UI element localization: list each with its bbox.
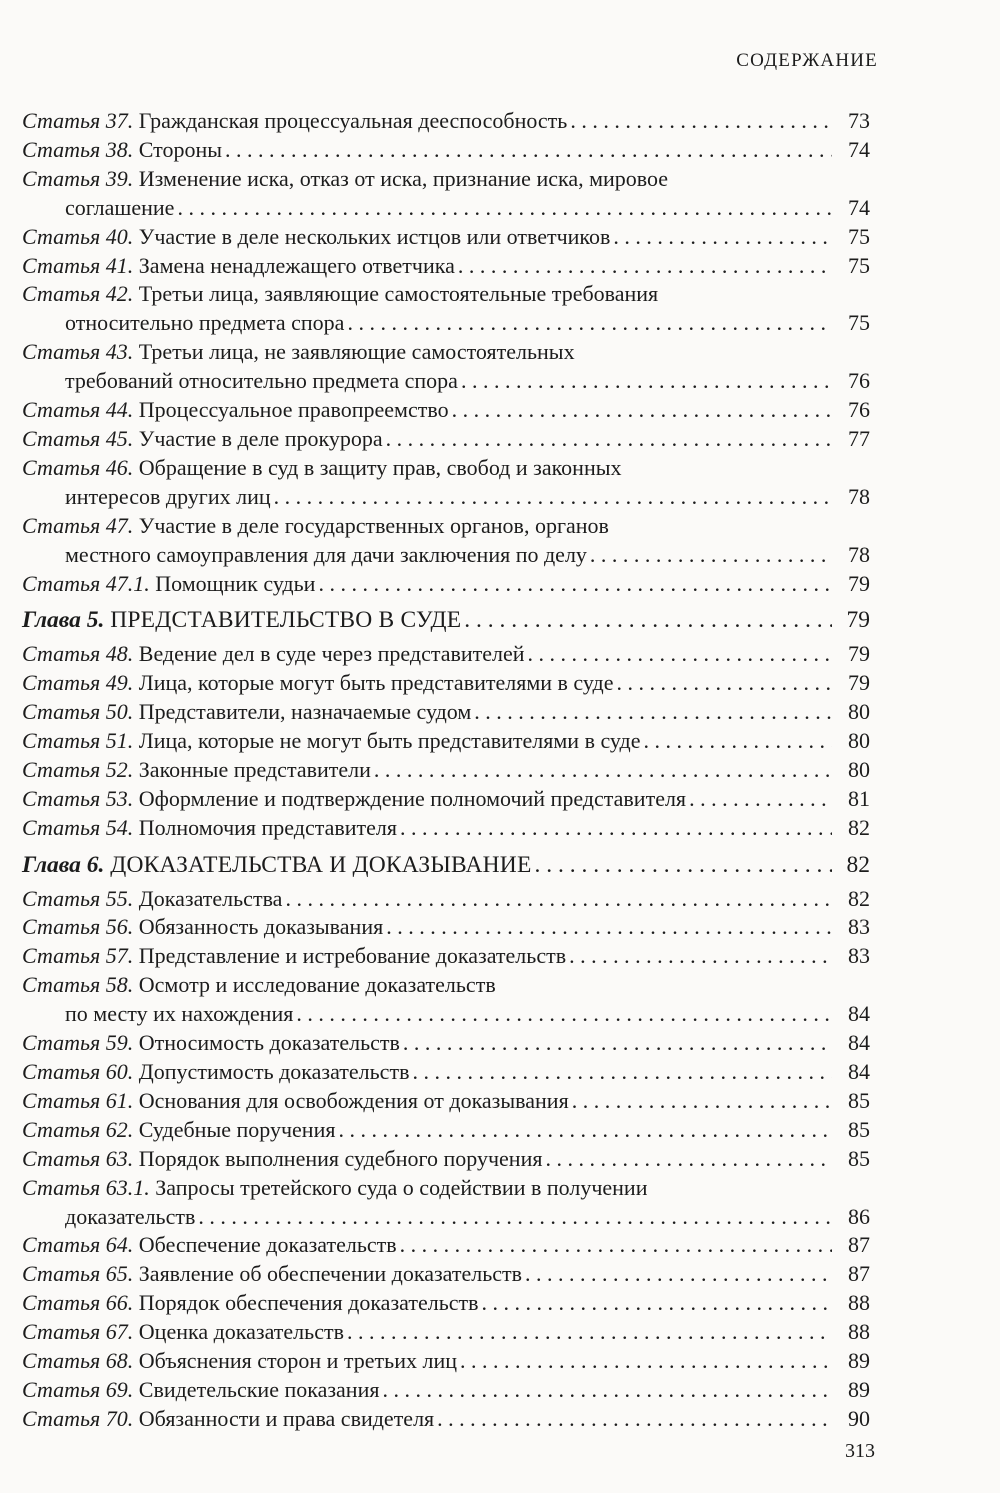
dot-leader	[613, 223, 832, 252]
article-label: Статья 61.	[22, 1087, 134, 1113]
toc-line	[22, 107, 870, 136]
toc-entry-text	[65, 309, 344, 338]
entry-title: Замена ненадлежащего ответчика	[138, 252, 455, 278]
toc-line	[22, 541, 870, 570]
article-label: Статья 63.1.	[22, 1174, 150, 1200]
article-label: Статья 51.	[22, 728, 134, 754]
toc-article	[22, 107, 870, 136]
dot-leader	[452, 396, 832, 425]
page-ref: 79	[848, 570, 870, 596]
toc-entry-text	[65, 1000, 293, 1029]
dot-leader	[386, 913, 832, 942]
toc-line	[22, 367, 870, 396]
chapter-label: Глава 6.	[22, 851, 105, 878]
entry-title: по месту их нахождения	[65, 1001, 294, 1027]
toc-article	[22, 698, 870, 727]
toc-article	[22, 814, 870, 843]
entry-title: ПРЕДСТАВИТЕЛЬСТВО В СУДЕ	[110, 607, 462, 634]
entry-title: Обращение в суд в защиту прав, свобод и законных	[138, 454, 622, 480]
toc-line	[22, 1145, 870, 1174]
toc-line	[22, 727, 870, 756]
toc-entry-text	[65, 541, 587, 570]
toc-line	[22, 851, 870, 880]
toc-article	[22, 396, 870, 425]
toc-line	[22, 640, 870, 669]
toc-line	[22, 425, 870, 454]
toc-entry-text	[22, 1231, 397, 1260]
toc-entry-text	[22, 814, 397, 843]
toc-article	[22, 280, 870, 338]
toc-entry-text	[22, 1318, 344, 1347]
dot-leader	[403, 1029, 832, 1058]
dot-leader	[225, 136, 832, 165]
article-label: Статья 41.	[22, 252, 134, 278]
article-label: Статья 53.	[22, 785, 134, 811]
toc-article	[22, 1347, 870, 1376]
dot-leader	[525, 1260, 832, 1289]
toc-entry-text	[22, 971, 496, 1000]
article-label: Статья 44.	[22, 397, 134, 423]
entry-title: соглашение	[65, 194, 175, 220]
dot-leader	[285, 885, 832, 914]
toc-entry-text	[22, 570, 315, 599]
toc-line	[22, 606, 870, 635]
toc-line	[22, 223, 870, 252]
entry-title: Процессуальное правопреемство	[138, 397, 449, 423]
toc-entry-text	[22, 851, 532, 880]
article-label: Статья 37.	[22, 108, 134, 133]
dot-leader	[572, 1087, 832, 1116]
page-ref: 75	[848, 252, 870, 278]
dot-leader	[689, 785, 832, 814]
toc-article	[22, 165, 870, 223]
toc-line	[22, 1318, 870, 1347]
article-label: Статья 46.	[22, 454, 134, 480]
article-label: Статья 59.	[22, 1030, 134, 1056]
page-ref: 80	[848, 756, 870, 782]
page-ref: 81	[848, 785, 870, 811]
toc-article	[22, 1289, 870, 1318]
dot-leader	[412, 1058, 832, 1087]
toc-entry-text	[22, 606, 461, 635]
page-ref: 80	[848, 699, 870, 725]
entry-title: Доказательства	[138, 885, 283, 911]
entry-title: Объяснения сторон и третьих лиц	[138, 1348, 458, 1374]
page-ref: 84	[848, 1030, 870, 1056]
dot-leader	[616, 669, 832, 698]
page-ref: 82	[846, 851, 870, 878]
page-ref: 74	[848, 194, 870, 220]
page-ref: 85	[848, 1087, 870, 1113]
toc-entry-text	[22, 942, 566, 971]
page-ref: 84	[848, 1001, 870, 1027]
toc-entry-text	[22, 1376, 379, 1405]
article-label: Статья 65.	[22, 1261, 134, 1287]
page-ref: 83	[848, 943, 870, 969]
toc-article	[22, 1029, 870, 1058]
page-ref: 83	[848, 914, 870, 940]
toc-entry-text	[22, 454, 622, 483]
entry-title: Оформление и подтверждение полномочий представителя	[138, 785, 687, 811]
entry-title: требований относительно предмета спора	[65, 368, 458, 394]
toc-entry-text	[65, 367, 458, 396]
article-label: Статья 54.	[22, 814, 134, 840]
entry-title: Осмотр и исследование доказательств	[138, 972, 496, 998]
toc-entry-text	[22, 1347, 457, 1376]
toc-entry-text	[22, 165, 668, 194]
page-ref: 76	[848, 397, 870, 423]
article-label: Статья 48.	[22, 641, 134, 667]
article-label: Статья 56.	[22, 914, 134, 940]
page-ref: 76	[848, 368, 870, 394]
toc-line	[22, 1260, 870, 1289]
dot-leader	[545, 1145, 832, 1174]
toc-line	[22, 136, 870, 165]
toc-article	[22, 640, 870, 669]
toc-line	[22, 1376, 870, 1405]
toc-article	[22, 454, 870, 512]
toc-article	[22, 338, 870, 396]
entry-title: Полномочия представителя	[138, 814, 398, 840]
table-of-contents	[22, 107, 870, 1434]
toc-entry-text	[22, 252, 455, 281]
page-ref: 86	[848, 1203, 870, 1229]
toc-article	[22, 1376, 870, 1405]
toc-entry-text	[22, 669, 613, 698]
article-label: Статья 62.	[22, 1116, 134, 1142]
entry-title: Обязанность доказывания	[138, 914, 384, 940]
dot-leader	[400, 1231, 832, 1260]
entry-title: Ведение дел в суде через представителей	[138, 641, 525, 667]
toc-line	[22, 252, 870, 281]
entry-title: Судебные поручения	[138, 1116, 336, 1142]
entry-title: Обязанности и права свидетеля	[138, 1405, 435, 1431]
article-label: Статья 40.	[22, 223, 134, 249]
toc-line	[22, 971, 870, 1000]
toc-entry-text	[22, 1087, 569, 1116]
entry-title: Представление и истребование доказательств	[138, 943, 567, 969]
article-label: Статья 52.	[22, 756, 134, 782]
toc-entry-text	[22, 338, 575, 367]
dot-leader	[474, 698, 832, 727]
dot-leader	[570, 107, 832, 136]
toc-line	[22, 194, 870, 223]
toc-article	[22, 727, 870, 756]
article-label: Статья 60.	[22, 1059, 134, 1084]
page-ref: 88	[848, 1319, 870, 1345]
entry-title: Стороны	[138, 136, 223, 162]
toc-entry-text	[22, 1289, 479, 1318]
article-label: Статья 43.	[22, 339, 134, 365]
dot-leader	[460, 1347, 832, 1376]
entry-title: местного самоуправления для дачи заключения по делу	[65, 541, 587, 567]
toc-article	[22, 669, 870, 698]
toc-entry-text	[22, 1145, 542, 1174]
toc-entry-text	[22, 1116, 335, 1145]
toc-article	[22, 1405, 870, 1434]
toc-entry-text	[22, 756, 371, 785]
entry-title: Оценка доказательств	[138, 1319, 344, 1345]
entry-title: Порядок выполнения судебного поручения	[138, 1145, 543, 1171]
toc-chapter	[22, 851, 870, 880]
toc-line	[22, 1405, 870, 1434]
entry-title: Изменение иска, отказ от иска, признание иска, мировое	[138, 165, 669, 191]
toc-entry-text	[22, 425, 383, 454]
toc-article	[22, 913, 870, 942]
toc-article	[22, 223, 870, 252]
article-label: Статья 45.	[22, 425, 134, 451]
toc-entry-text	[22, 785, 686, 814]
dot-leader	[198, 1203, 832, 1232]
toc-article	[22, 785, 870, 814]
toc-entry-text	[22, 136, 222, 165]
toc-line	[22, 1347, 870, 1376]
page-ref: 78	[848, 541, 870, 567]
entry-title: Свидетельские показания	[138, 1376, 380, 1402]
page-ref: 79	[846, 607, 870, 634]
toc-entry-text	[22, 512, 609, 541]
toc-article	[22, 1318, 870, 1347]
entry-title: Основания для освобождения от доказывания	[138, 1087, 569, 1113]
dot-leader	[437, 1405, 832, 1434]
dot-leader	[482, 1289, 833, 1318]
page-ref: 84	[848, 1059, 870, 1084]
toc-entry-text	[22, 885, 282, 914]
page-ref: 75	[848, 223, 870, 249]
toc-line	[22, 814, 870, 843]
page-ref: 88	[848, 1290, 870, 1316]
entry-title: Обеспечение доказательств	[138, 1232, 397, 1258]
dot-leader	[374, 756, 832, 785]
page-ref: 85	[848, 1116, 870, 1142]
toc-line	[22, 785, 870, 814]
page-ref: 75	[848, 310, 870, 336]
dot-leader	[590, 541, 832, 570]
article-label: Статья 64.	[22, 1232, 134, 1258]
entry-title: Помощник судьи	[155, 570, 316, 596]
toc-article	[22, 1058, 870, 1087]
entry-title: ДОКАЗАТЕЛЬСТВА И ДОКАЗЫВАНИЕ	[110, 851, 532, 878]
dot-leader	[382, 1376, 832, 1405]
toc-line	[22, 280, 870, 309]
dot-leader	[528, 640, 832, 669]
toc-line	[22, 885, 870, 914]
toc-line	[22, 942, 870, 971]
toc-line	[22, 570, 870, 599]
toc-line	[22, 1231, 870, 1260]
toc-article	[22, 942, 870, 971]
toc-line	[22, 165, 870, 194]
toc-line	[22, 1116, 870, 1145]
running-head-title: СОДЕРЖАНИЕ	[736, 50, 878, 71]
article-label: Статья 47.	[22, 512, 134, 538]
toc-entry-text	[22, 698, 471, 727]
article-label: Статья 68.	[22, 1348, 134, 1374]
page-ref: 78	[848, 483, 870, 509]
article-label: Статья 50.	[22, 699, 134, 725]
toc-line	[22, 483, 870, 512]
entry-title: Лица, которые могут быть представителями в суде	[138, 670, 614, 696]
toc-entry-text	[22, 223, 610, 252]
entry-title: Третьи лица, не заявляющие самостоятельных	[138, 339, 575, 365]
entry-title: Третьи лица, заявляющие самостоятельные требования	[138, 281, 659, 307]
toc-article	[22, 971, 870, 1029]
entry-title: Представители, назначаемые судом	[138, 699, 472, 725]
toc-line	[22, 1058, 870, 1087]
toc-line	[22, 338, 870, 367]
toc-line	[22, 512, 870, 541]
toc-entry-text	[22, 1058, 409, 1087]
toc-article	[22, 1231, 870, 1260]
toc-article	[22, 1145, 870, 1174]
entry-title: Относимость доказательств	[138, 1030, 400, 1056]
page-ref: 82	[848, 814, 870, 840]
dot-leader	[400, 814, 832, 843]
dot-leader	[569, 942, 832, 971]
dot-leader	[535, 851, 832, 880]
page-ref: 73	[848, 108, 870, 133]
toc-line	[22, 396, 870, 425]
page-ref: 82	[848, 885, 870, 911]
entry-title: интересов других лиц	[65, 483, 271, 509]
dot-leader	[644, 727, 832, 756]
dot-leader	[296, 1000, 832, 1029]
toc-entry-text	[22, 640, 525, 669]
toc-line	[22, 1174, 870, 1203]
toc-entry-text	[22, 727, 641, 756]
page-number: 313	[845, 1440, 875, 1462]
toc-line	[22, 698, 870, 727]
toc-entry-text	[65, 1203, 195, 1232]
entry-title: Гражданская процессуальная дееспособность	[138, 108, 568, 133]
entry-title: Заявление об обеспечении доказательств	[138, 1261, 523, 1287]
page-ref: 87	[848, 1232, 870, 1258]
article-label: Статья 58.	[22, 972, 134, 998]
chapter-label: Глава 5.	[22, 607, 105, 634]
entry-title: относительно предмета спора	[65, 310, 345, 336]
toc-article	[22, 1087, 870, 1116]
page-ref: 85	[848, 1145, 870, 1171]
toc-article	[22, 425, 870, 454]
toc-article	[22, 512, 870, 570]
entry-title: Допустимость доказательств	[138, 1059, 410, 1084]
article-label: Статья 55.	[22, 885, 134, 911]
entry-title: Законные представители	[138, 756, 371, 782]
dot-leader	[461, 367, 832, 396]
entry-title: доказательств	[65, 1203, 196, 1229]
toc-article	[22, 136, 870, 165]
toc-article	[22, 756, 870, 785]
toc-article	[22, 1260, 870, 1289]
entry-title: Участие в деле прокурора	[138, 425, 383, 451]
article-label: Статья 66.	[22, 1290, 134, 1316]
toc-article	[22, 252, 870, 281]
article-label: Статья 67.	[22, 1319, 134, 1345]
toc-line	[22, 454, 870, 483]
page-ref: 89	[848, 1376, 870, 1402]
dot-leader	[274, 483, 832, 512]
toc-article	[22, 885, 870, 914]
toc-article	[22, 1174, 870, 1232]
toc-article	[22, 570, 870, 599]
page-ref: 87	[848, 1261, 870, 1287]
toc-entry-text	[22, 280, 658, 309]
page-ref: 74	[848, 136, 870, 162]
article-label: Статья 63.	[22, 1145, 134, 1171]
entry-title: Запросы третейского суда о содействии в получении	[155, 1174, 648, 1200]
entry-title: Участие в деле нескольких истцов или ответчиков	[138, 223, 611, 249]
article-label: Статья 39.	[22, 165, 134, 191]
entry-title: Участие в деле государственных органов, органов	[138, 512, 609, 538]
toc-entry-text	[22, 107, 567, 136]
dot-leader	[338, 1116, 832, 1145]
toc-line	[22, 669, 870, 698]
page-ref: 77	[848, 425, 870, 451]
toc-entry-text	[65, 483, 271, 512]
article-label: Статья 57.	[22, 943, 134, 969]
page-ref: 90	[848, 1405, 870, 1431]
dot-leader	[318, 570, 832, 599]
dot-leader	[347, 1318, 832, 1347]
article-label: Статья 49.	[22, 670, 134, 696]
toc-line	[22, 1203, 870, 1232]
entry-title: Лица, которые не могут быть представителями в суде	[138, 728, 641, 754]
article-label: Статья 69.	[22, 1376, 134, 1402]
page-ref: 79	[848, 641, 870, 667]
entry-title: Порядок обеспечения доказательств	[138, 1290, 479, 1316]
toc-line	[22, 1029, 870, 1058]
toc-line	[22, 1087, 870, 1116]
toc-entry-text	[22, 1405, 434, 1434]
toc-chapter	[22, 606, 870, 635]
page-ref: 89	[848, 1348, 870, 1374]
toc-entry-text	[22, 1174, 647, 1203]
toc-entry-text	[22, 913, 383, 942]
toc-line	[22, 1289, 870, 1318]
dot-leader	[386, 425, 832, 454]
dot-leader	[464, 606, 832, 635]
toc-line	[22, 1000, 870, 1029]
page-ref: 80	[848, 728, 870, 754]
dot-leader	[347, 309, 832, 338]
toc-article	[22, 1116, 870, 1145]
toc-entry-text	[65, 194, 174, 223]
toc-line	[22, 756, 870, 785]
page-ref: 79	[848, 670, 870, 696]
article-label: Статья 47.1.	[22, 570, 150, 596]
toc-line	[22, 913, 870, 942]
article-label: Статья 38.	[22, 136, 134, 162]
article-label: Статья 70.	[22, 1405, 134, 1431]
article-label: Статья 42.	[22, 281, 134, 307]
toc-entry-text	[22, 396, 449, 425]
toc-entry-text	[22, 1260, 522, 1289]
toc-entry-text	[22, 1029, 400, 1058]
toc-line	[22, 309, 870, 338]
dot-leader	[177, 194, 832, 223]
dot-leader	[458, 252, 832, 281]
